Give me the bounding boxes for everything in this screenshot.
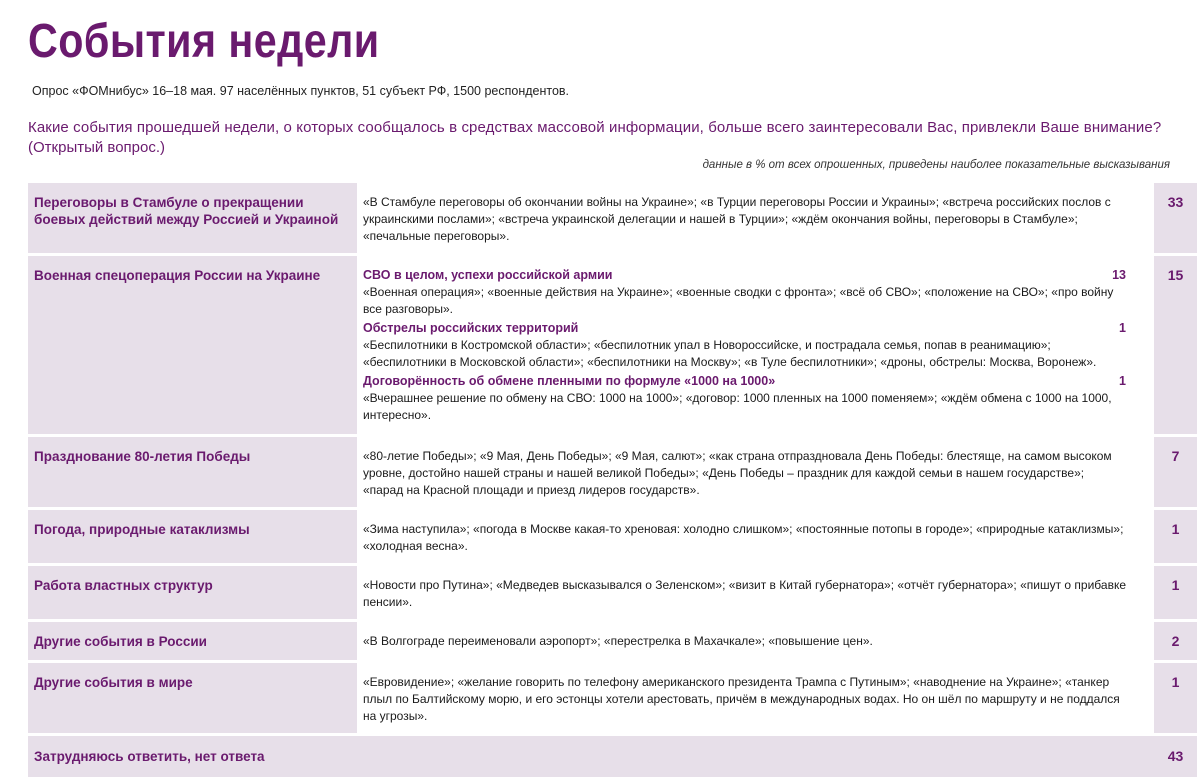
footer-category: Затрудняюсь ответить, нет ответа [28, 736, 1154, 777]
row-description: «Новости про Путина»; «Медведев высказывался о Зеленском»; «визит в Китай губернатора»; «отчёт губернатора»; «пишут о прибавке пенсии». [357, 566, 1144, 619]
row-category: Переговоры в Стамбуле о прекращении боевых действий между Россией и Украиной [28, 183, 357, 253]
table-row [28, 437, 1197, 507]
footer-row [28, 736, 1197, 777]
table-row [28, 510, 1197, 563]
page-title: События недели [28, 15, 380, 68]
row-value: 1 [1154, 663, 1197, 733]
subcategory-heading [363, 320, 1126, 337]
subcategory-value: 1 [1119, 321, 1126, 335]
row-description: «Евровидение»; «желание говорить по телефону американского президента Трампа с Путиным»; «наводнение на Украине»; «танкер плыл по Балтийскому морю, и его эстонцы хотели арестовать, причём в международных водах. Но он шёл по маршруту и не поддался на угрозы». [357, 663, 1144, 733]
survey-info: Опрос «ФОМнибус» 16–18 мая. 97 населённых пунктов, 51 субъект РФ, 1500 респондентов. [32, 84, 570, 98]
row-value: 1 [1154, 566, 1197, 619]
row-gap [1144, 256, 1154, 434]
row-value: 33 [1154, 183, 1197, 253]
row-category: Празднование 80-летия Победы [28, 437, 357, 507]
row-value: 2 [1154, 622, 1197, 660]
row-value: 1 [1154, 510, 1197, 563]
results-table [28, 180, 1197, 780]
table-row [28, 663, 1197, 733]
table-row [28, 183, 1197, 253]
question-text: Какие события прошедшей недели, о которых сообщалось в средствах массовой информации, больше всего заинтересовали Вас, привлекли Ваше внимание? [28, 119, 1162, 136]
row-description [357, 256, 1144, 434]
row-category: Погода, природные катаклизмы [28, 510, 357, 563]
question-note: (Открытый вопрос.) [28, 139, 166, 156]
row-category: Военная спецоперация России на Украине [28, 256, 357, 434]
table-row [28, 566, 1197, 619]
row-description: «Зима наступила»; «погода в Москве какая-то хреновая: холодно слишком»; «постоянные потопы в городе»; «природные катаклизмы»; «холодная весна». [357, 510, 1144, 563]
subcategory-value: 13 [1112, 268, 1126, 282]
data-note: данные в % от всех опрошенных, приведены наиболее показательные высказывания [702, 159, 1170, 171]
row-category: Другие события в России [28, 622, 357, 660]
subcategory-value: 1 [1119, 374, 1126, 388]
table-row [28, 256, 1197, 434]
subcategory-text: «Вчерашнее решение по обмену на СВО: 1000 на 1000»; «договор: 1000 пленных на 1000 поменяем»; «ждём обмена с 1000 на 1000, интересно». [363, 391, 1112, 422]
row-category: Работа властных структур [28, 566, 357, 619]
row-gap [1144, 510, 1154, 563]
row-value: 15 [1154, 256, 1197, 434]
subcategory-title: Обстрелы российских территорий [363, 321, 579, 335]
footer-value: 43 [1154, 736, 1197, 777]
subcategory-title: СВО в целом, успехи российской армии [363, 268, 613, 282]
row-gap [1144, 663, 1154, 733]
subcategory-heading [363, 267, 1126, 284]
subcategory-heading [363, 373, 1126, 390]
row-description: «В Стамбуле переговоры об окончании войны на Украине»; «в Турции переговоры России и Украины»; «встреча российских послов с украинскими послами»; «встреча украинской делегации и нашей в Турции»; «ждём окончания войны, переговоры в Стамбуле»; «печальные переговоры». [357, 183, 1144, 253]
row-category: Другие события в мире [28, 663, 357, 733]
table-row [28, 622, 1197, 660]
row-gap [1144, 183, 1154, 253]
subcategory-text: «Беспилотники в Костромской области»; «беспилотник упал в Новороссийске, и пострадала семья, попав в реанимацию»; «беспилотники в Московской области»; «беспилотники на Москву»; «в Туле беспилотники»; «дроны, обстрелы: Москва, Воронеж». [363, 338, 1097, 369]
row-value: 7 [1154, 437, 1197, 507]
row-gap [1144, 437, 1154, 507]
survey-question [28, 118, 1173, 158]
subcategory-title: Договорённость об обмене пленными по формуле «1000 на 1000» [363, 374, 776, 388]
row-description: «В Волгограде переименовали аэропорт»; «перестрелка в Махачкале»; «повышение цен». [357, 622, 1144, 660]
row-description: «80-летие Победы»; «9 Мая, День Победы»; «9 Мая, салют»; «как страна отпраздновала День Победы: блестяще, на самом высоком уровне, достойно нашей страны и нашей великой Победы»; «День Победы – праздник для каждой семьи в нашем государстве»; «парад на Красной площади и приезд лидеров государств». [357, 437, 1144, 507]
row-gap [1144, 566, 1154, 619]
row-gap [1144, 622, 1154, 660]
subcategory-text: «Военная операция»; «военные действия на Украине»; «военные сводки с фронта»; «всё об СВО»; «положение на СВО»; «про войну все разговоры». [363, 285, 1114, 316]
